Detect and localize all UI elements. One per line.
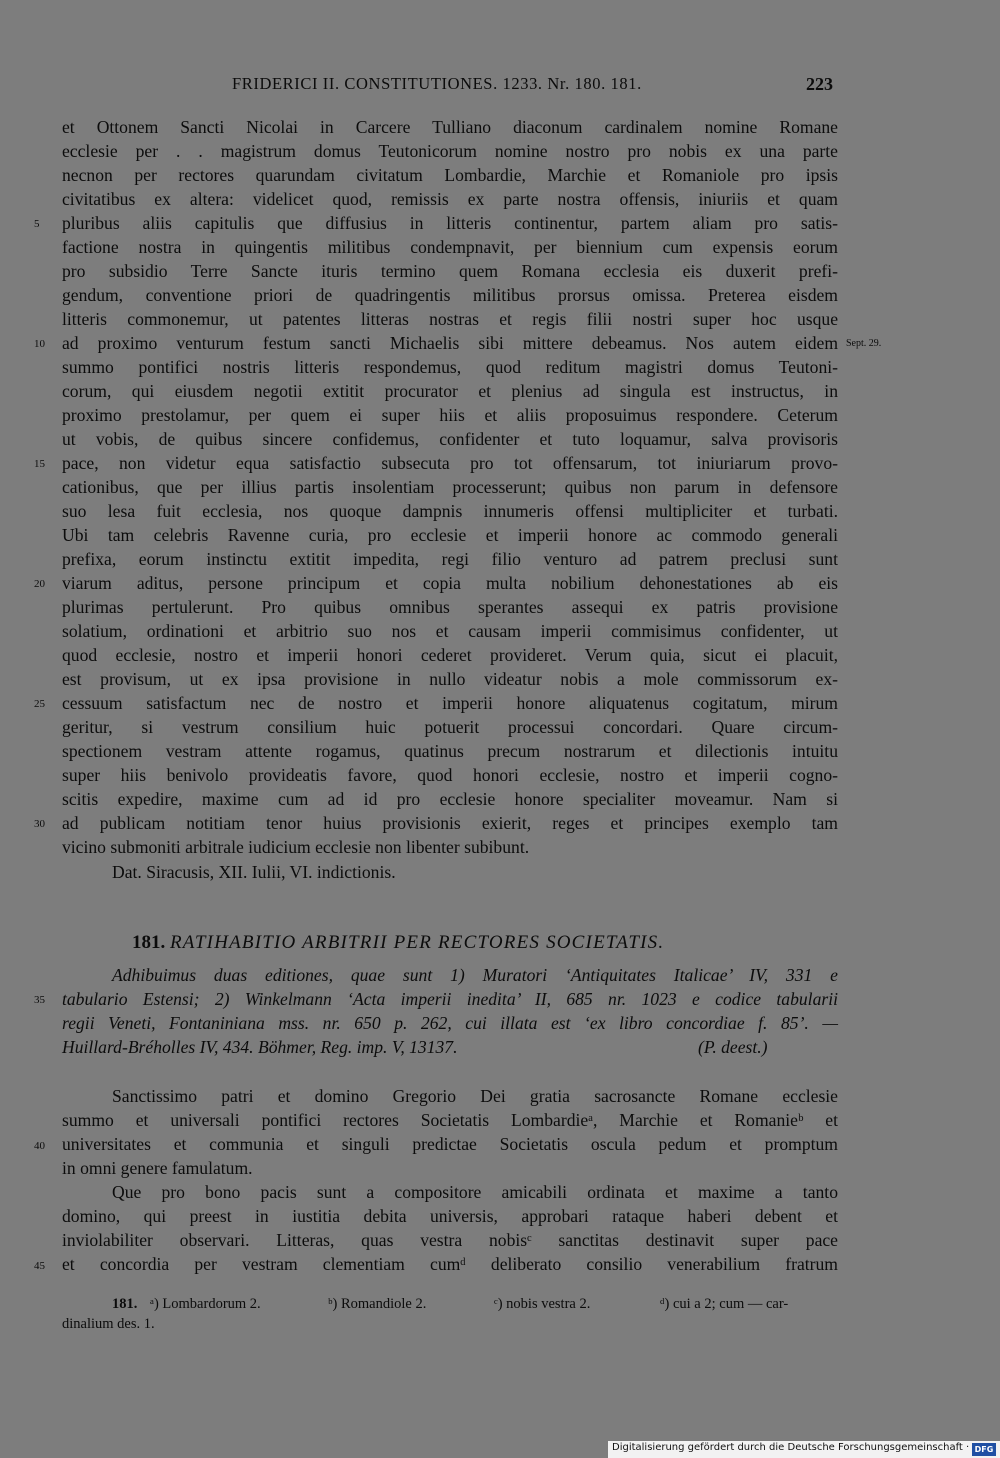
- text-line: Que pro bono pacis sunt a compositore amicabili ordinata et maxime a tanto: [112, 1182, 838, 1202]
- text-line: in omni genere famulatum.: [62, 1158, 253, 1178]
- apparatus-line: tabulario Estensi; 2) Winkelmann ‘Acta imperii inedita’ II, 685 nr. 1023 e codice tabularii: [62, 989, 838, 1009]
- line-number: 25: [34, 698, 45, 710]
- text-line: ut vobis, de quibus sincere confidemus, confidenter et tuto loquamur, salva provisoris: [62, 429, 838, 449]
- text-line: proximo prestolamur, per quem ei super hiis et aliis proposuimus respondere. Ceterum: [62, 405, 838, 425]
- running-head: FRIDERICI II. CONSTITUTIONES. 1233. Nr. 180. 181.: [232, 74, 642, 93]
- text-line: inviolabiliter observari. Litteras, quas vestra nobisᶜ sanctitas destinavit super pace: [62, 1230, 838, 1250]
- footnote-number: 181.: [112, 1296, 138, 1312]
- text-line: civitatibus ex altera: videlicet quod, remissis ex parte nostra offensis, iniuriis et quam: [62, 189, 838, 209]
- line-number: 20: [34, 578, 45, 590]
- digitization-notice: Digitalisierung gefördert durch die Deutsche Forschungsgemeinschaft ·: [612, 1442, 970, 1453]
- apparatus-line: Adhibuimus duas editiones, quae sunt 1) Muratori ‘Antiquitates Italicae’ IV, 331 e: [112, 965, 838, 985]
- text-line: pro subsidio Terre Sancte ituris termino quem Romana ecclesia eis duxerit prefi-: [62, 261, 838, 281]
- text-line: et concordia per vestram clementiam cumᵈ deliberato consilio venerabilium fratrum: [62, 1254, 838, 1274]
- text-line: cationibus, que per illius partis insolentiam processerunt; quibus non parum in defensore: [62, 477, 838, 497]
- text-line: factione nostra in quingentis militibus condempnavit, per biennium cum expensis eorum: [62, 237, 838, 257]
- doc-heading: [132, 932, 664, 954]
- footnote-c: ᶜ) nobis vestra 2.: [494, 1296, 591, 1312]
- line-number: 40: [34, 1140, 45, 1152]
- line-number: 15: [34, 458, 45, 470]
- text-line: summo et universali pontifici rectores Societatis Lombardieᵃ, Marchie et Romanieᵇ et: [62, 1110, 838, 1130]
- apparatus-note: (P. deest.): [698, 1037, 768, 1057]
- doc-title: RATIHABITIO ARBITRII PER RECTORES SOCIETATIS.: [170, 932, 665, 953]
- line-number: 45: [34, 1260, 45, 1272]
- dfg-logo: DFG: [972, 1443, 996, 1456]
- dating-line: Dat. Siracusis, XII. Iulii, VI. indictionis.: [112, 862, 396, 882]
- text-line: solatium, ordinationi et arbitrio suo nos et causam imperii commisimus confidenter, ut: [62, 621, 838, 641]
- digitization-bar: [608, 1441, 1000, 1458]
- apparatus-references: Huillard-Bréholles IV, 434. Böhmer, Reg. imp. V, 13137.: [62, 1037, 458, 1057]
- text-line: vicino submoniti arbitrale iudicium ecclesie non libenter subibunt.: [62, 837, 530, 857]
- text-line: geritur, si vestrum consilium huic potuerit processui concordari. Quare circum-: [62, 717, 838, 737]
- footnote-a: ᵃ) Lombardorum 2.: [150, 1296, 261, 1312]
- text-line: est provisum, ut ex ipsa provisione in nullo videatur nobis a mole commissorum ex-: [62, 669, 838, 689]
- text-line: pluribus aliis capitulis que diffusius in litteris continentur, partem aliam pro satis-: [62, 213, 838, 233]
- text-line: super hiis benivolo provideatis favore, quod honori ecclesie, nostro et imperii cogno-: [62, 765, 838, 785]
- text-line: cessuum satisfactum nec de nostro et imperii honore aliquatenus cogitatum, mirum: [62, 693, 838, 713]
- apparatus-line: [62, 1035, 838, 1059]
- text-line: gendum, conventione priori de quadringentis militibus prorsus omissa. Preterea eisdem: [62, 285, 838, 305]
- text-line: scitis expedire, maxime cum ad id pro ecclesie honore specialiter moveamur. Nam si: [62, 789, 838, 809]
- footnote-d: ᵈ) cui a 2; cum — car-: [660, 1296, 789, 1312]
- footnote-b: ᵇ) Romandiole 2.: [328, 1296, 427, 1312]
- text-line: summo pontifici nostris litteris respondemus, quod reditum magistri domus Teutoni-: [62, 357, 838, 377]
- text-line: ad proximo venturum festum sancti Michaelis sibi mittere debeamus. Nos autem eidem: [62, 333, 838, 353]
- text-line: ad publicam notitiam tenor huius provisionis exierit, reges et principes exemplo tam: [62, 813, 838, 833]
- text-line: plurimas pertulerunt. Pro quibus omnibus sperantes assequi ex patris provisione: [62, 597, 838, 617]
- text-line: necnon per rectores quarundam civitatum Lombardie, Marchie et Romaniole pro ipsis: [62, 165, 838, 185]
- text-line: suo lesa fuit ecclesia, nos quoque dampnis innumeris offensi multipliciter et turbati.: [62, 501, 838, 521]
- text-line: spectionem vestram attente rogamus, quatinus precum nostrarum et dilectionis intuitu: [62, 741, 838, 761]
- text-line: pace, non videtur equa satisfactio subsecuta pro tot offensarum, tot iniuriarum provo-: [62, 453, 838, 473]
- text-line: prefixa, eorum instinctu extitit impedita, regi filio venturo ad patrem preclusi sunt: [62, 549, 838, 569]
- text-line: corum, qui eiusdem negotii extitit procurator et plenius ad singula est instructus, in: [62, 381, 838, 401]
- text-line: litteris commonemur, ut patentes litteras nostras et regis filii nostri super hoc usque: [62, 309, 838, 329]
- text-line: viarum aditus, persone principum et copia multa nobilium dehonestationes ab eis: [62, 573, 838, 593]
- text-line: Sanctissimo patri et domino Gregorio Dei gratia sacrosancte Romane ecclesie: [112, 1086, 838, 1106]
- line-number: 35: [34, 994, 45, 1006]
- line-number: 10: [34, 338, 45, 350]
- text-line: et Ottonem Sancti Nicolai in Carcere Tulliano diaconum cardinalem nomine Romane: [62, 117, 838, 137]
- doc-number: 181.: [132, 932, 166, 953]
- footnote-continuation: dinalium des. 1.: [62, 1316, 155, 1332]
- text-line: Ubi tam celebris Ravenne curia, pro ecclesie et imperii honore ac commodo generali: [62, 525, 838, 545]
- line-number: 30: [34, 818, 45, 830]
- footnote-line: [62, 1294, 838, 1314]
- text-line: universitates et communia et singuli predictae Societatis oscula pedum et promptum: [62, 1134, 838, 1154]
- text-line: quod ecclesie, nostro et imperii honori cederet provideret. Verum quia, sicut ei placuit,: [62, 645, 838, 665]
- text-line: domino, qui preest in iustitia debita universis, approbari rataque haberi debent et: [62, 1206, 838, 1226]
- page-number: 223: [806, 74, 833, 94]
- margin-date-note: Sept. 29.: [846, 338, 882, 349]
- apparatus-line: regii Veneti, Fontaniniana mss. nr. 650 p. 262, cui illata est ‘ex libro concordiae f. 85’. —: [62, 1013, 838, 1033]
- text-line: ecclesie per . . magistrum domus Teutonicorum nomine nostro pro nobis ex una parte: [62, 141, 838, 161]
- line-number: 5: [34, 218, 40, 230]
